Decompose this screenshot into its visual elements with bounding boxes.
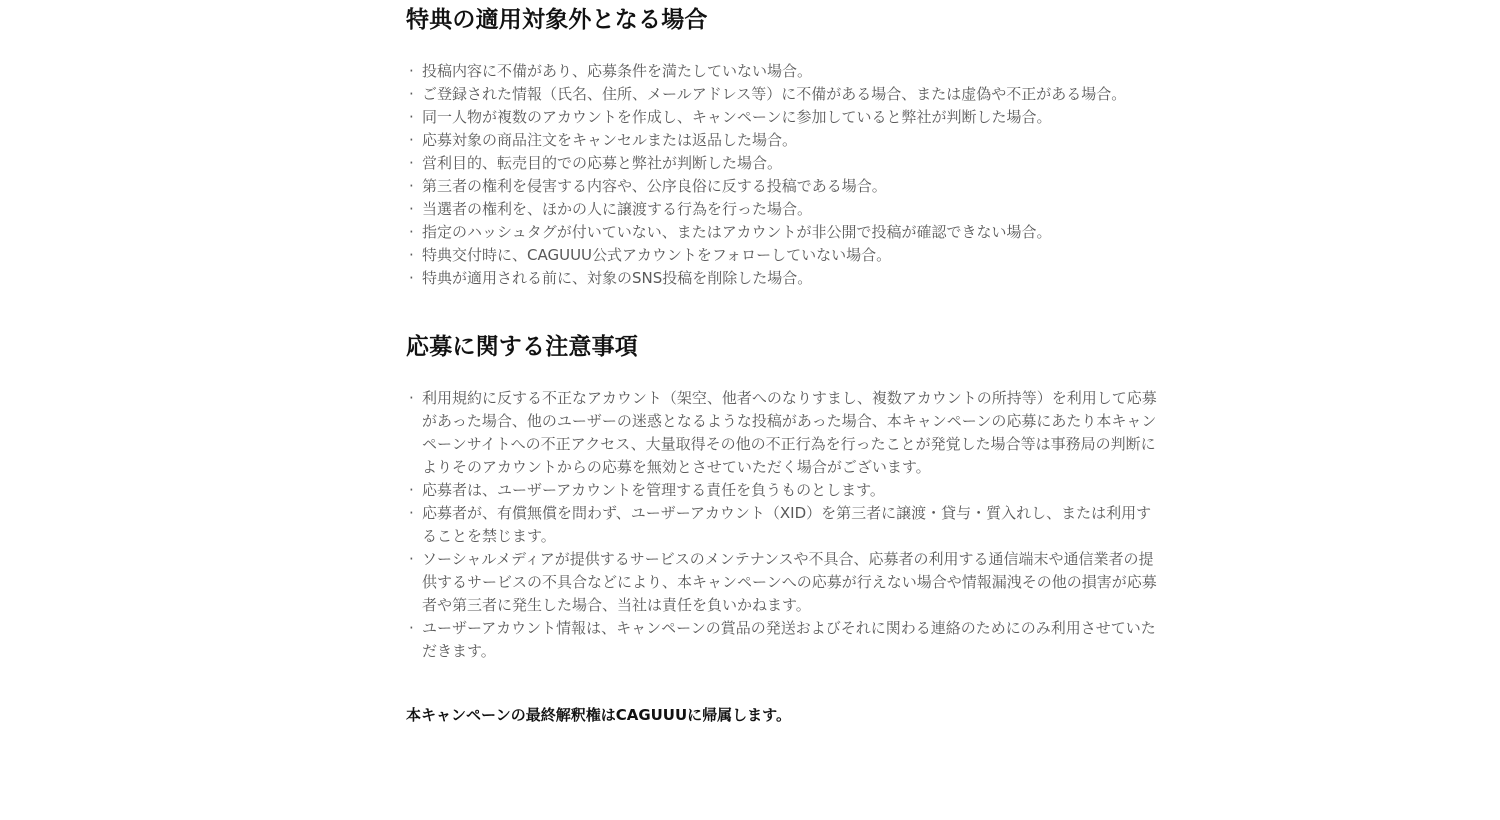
application-notes-list: [406, 387, 1166, 663]
list-item: · 営利目的、転売目的での応募と弊社が判断した場合。: [406, 152, 1166, 175]
list-item: · 応募者は、ユーザーアカウントを管理する責任を負うものとします。: [406, 479, 1166, 502]
list-item: · ユーザーアカウント情報は、キャンペーンの賞品の発送およびそれに関わる連絡のためにのみ利用させていただきます。: [406, 617, 1166, 663]
final-interpretation-note: 本キャンペーンの最終解釈権はCAGUUUに帰属します。: [406, 706, 791, 724]
list-item: · 特典交付時に、CAGUUU公式アカウントをフォローしていない場合。: [406, 244, 1166, 267]
list-item: · ソーシャルメディアが提供するサービスのメンテナンスや不具合、応募者の利用する通信端末や通信業者の提供するサービスの不具合などにより、本キャンペーンへの応募が行えない場合や情報漏洩その他の損害が応募者や第三者に発生した場合、当社は責任を負いかねます。: [406, 548, 1166, 617]
list-item: · 第三者の権利を侵害する内容や、公序良俗に反する投稿である場合。: [406, 175, 1166, 198]
list-item: · 投稿内容に不備があり、応募条件を満たしていない場合。: [406, 60, 1166, 83]
application-notes-title: 応募に関する注意事項: [406, 334, 638, 360]
list-item: · 指定のハッシュタグが付いていない、またはアカウントが非公開で投稿が確認できない場合。: [406, 221, 1166, 244]
list-item: · 応募者が、有償無償を問わず、ユーザーアカウント（XID）を第三者に譲渡・貸与・質入れし、または利用することを禁じます。: [406, 502, 1166, 548]
application-notes-section: [406, 327, 1166, 663]
list-item: · 応募対象の商品注文をキャンセルまたは返品した場合。: [406, 129, 1166, 152]
terms-content: [406, 0, 1166, 727]
list-item: · 特典が適用される前に、対象のSNS投稿を削除した場合。: [406, 267, 1166, 290]
exclusion-section: [406, 0, 1166, 290]
list-item: · 当選者の権利を、ほかの人に譲渡する行為を行った場合。: [406, 198, 1166, 221]
exclusion-list: [406, 60, 1166, 290]
list-item: · 利用規約に反する不正なアカウント（架空、他者へのなりすまし、複数アカウントの所持等）を利用して応募があった場合、他のユーザーの迷惑となるような投稿があった場合、本キャンペーンの応募にあたり本キャンペーンサイトへの不正アクセス、大量取得その他の不正行為を行ったことが発覚した場合等は事務局の判断によりそのアカウントからの応募を無効とさせていただく場合がございます。: [406, 387, 1166, 479]
exclusion-section-title: 特典の適用対象外となる場合: [406, 7, 708, 33]
list-item: · ご登録された情報（氏名、住所、メールアドレス等）に不備がある場合、または虚偽や不正がある場合。: [406, 83, 1166, 106]
list-item: · 同一人物が複数のアカウントを作成し、キャンペーンに参加していると弊社が判断した場合。: [406, 106, 1166, 129]
